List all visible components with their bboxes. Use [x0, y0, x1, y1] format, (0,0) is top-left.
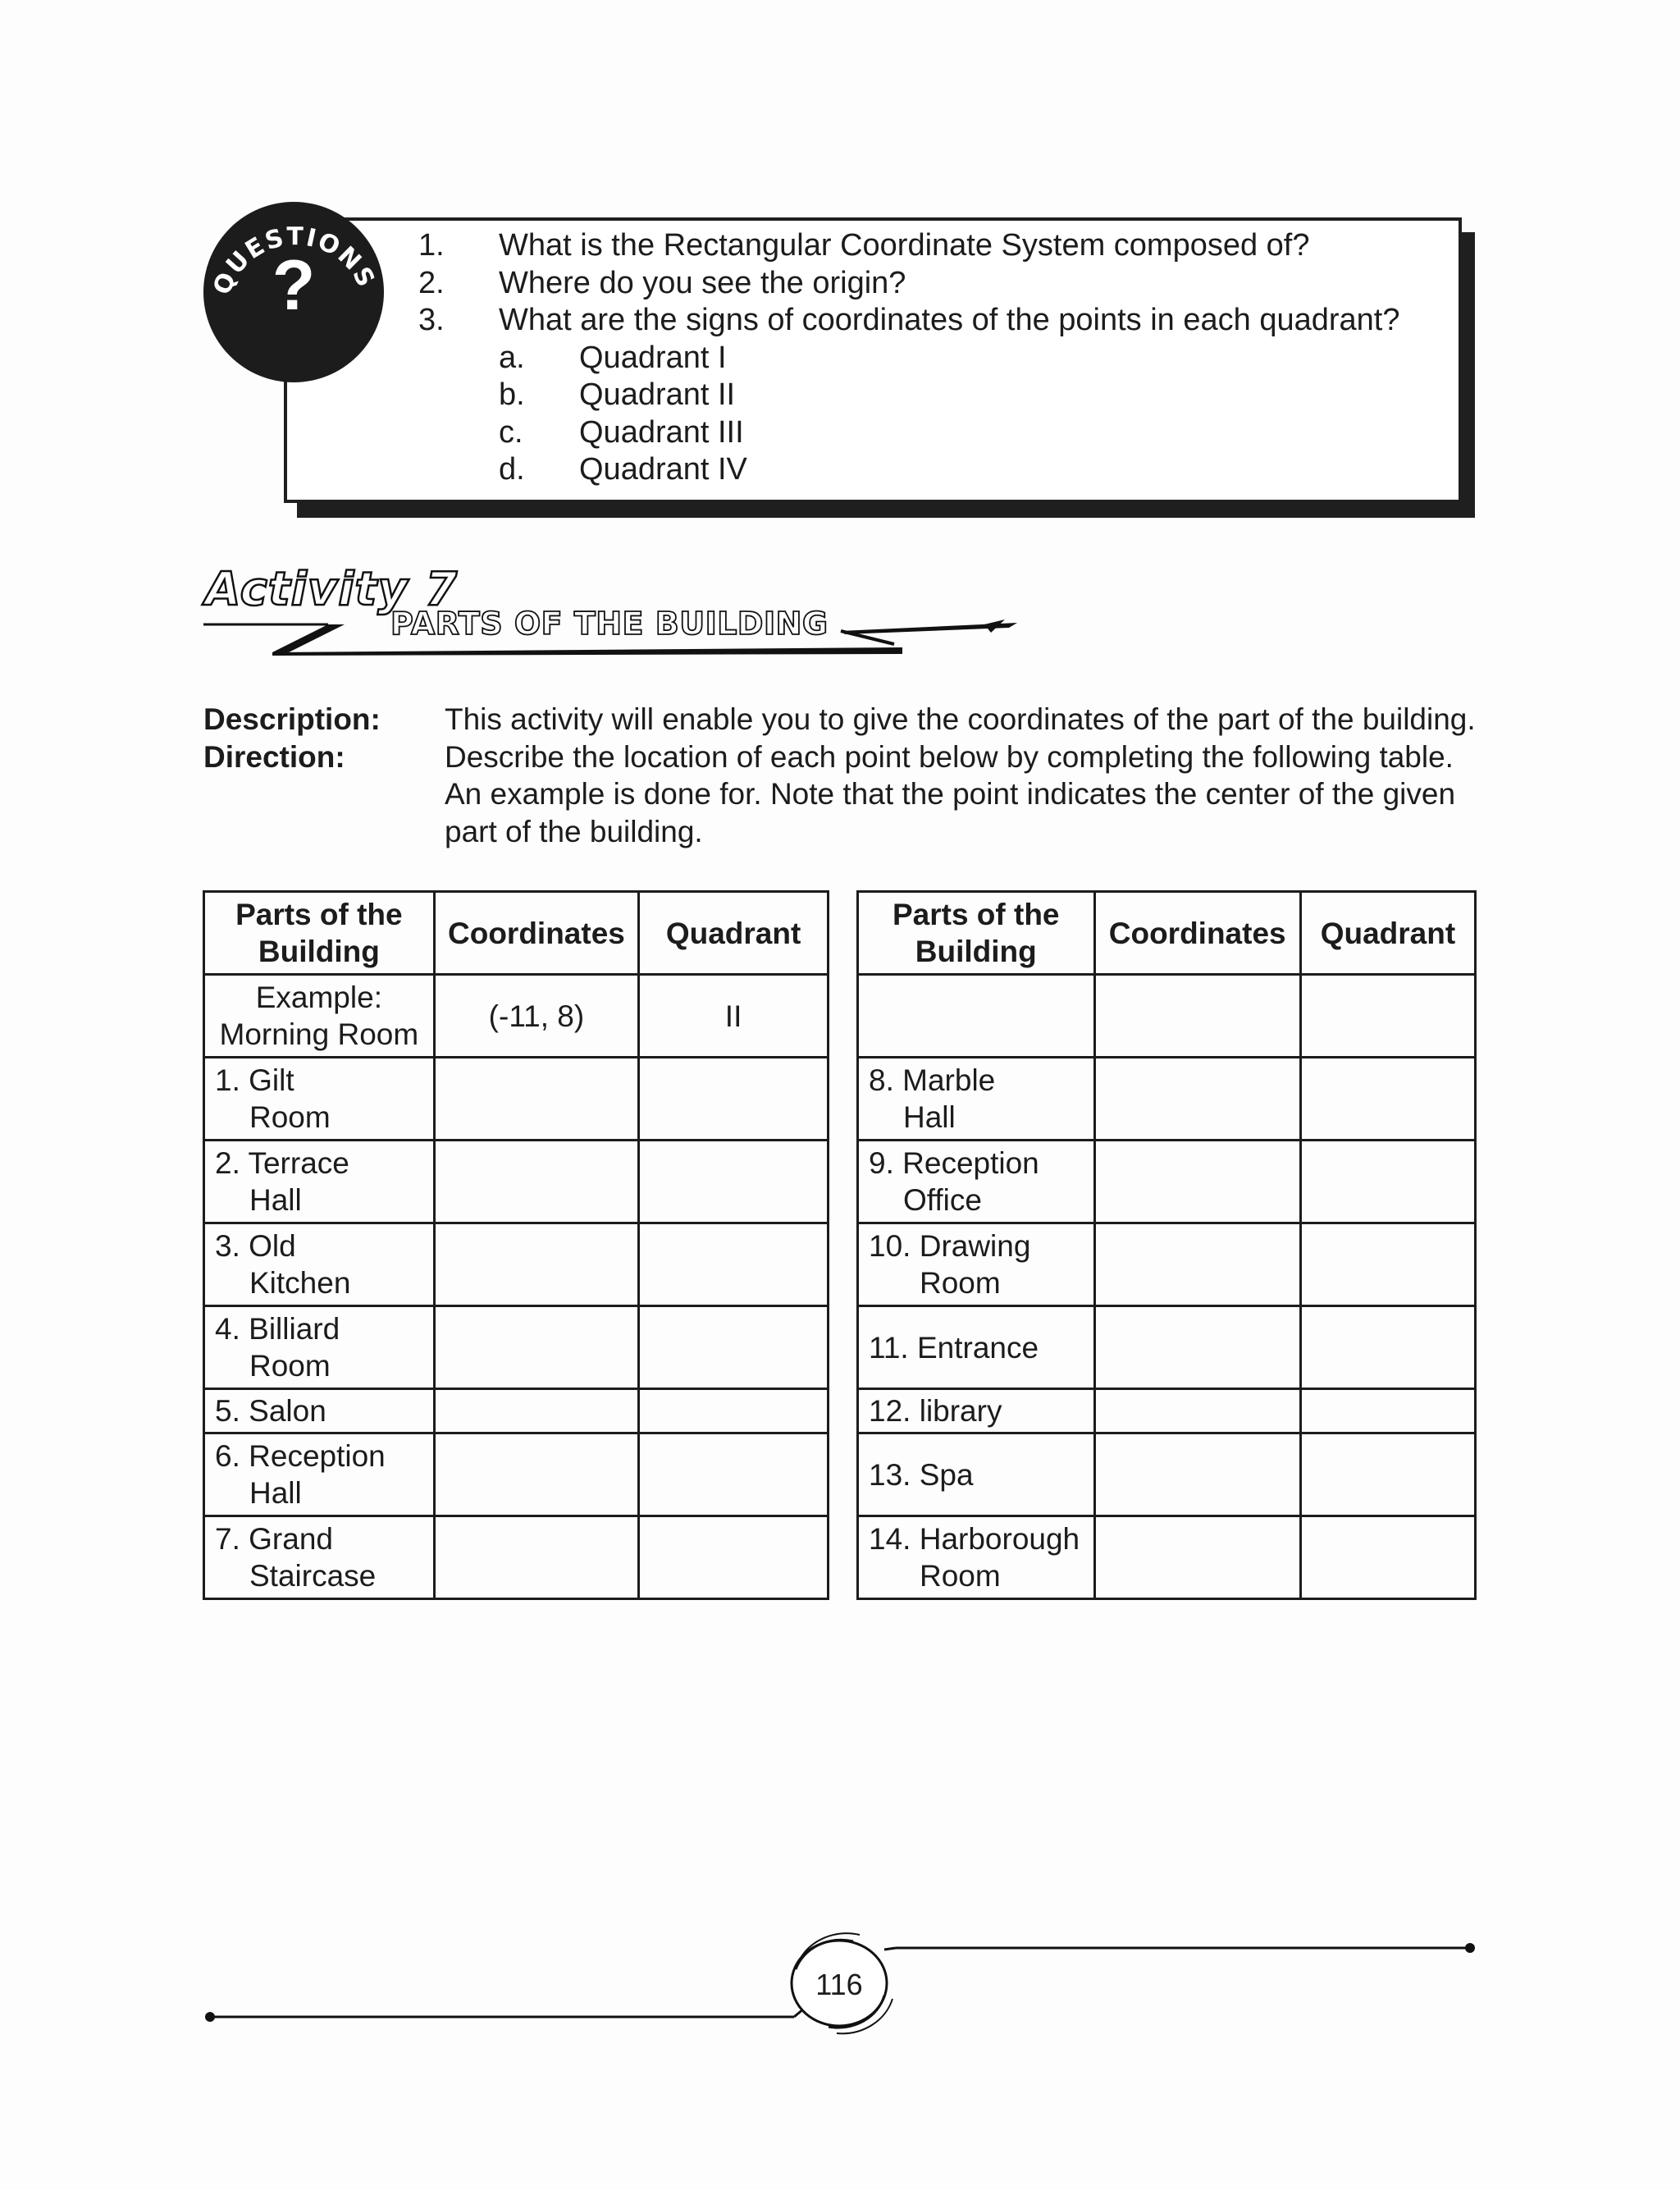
table-row	[858, 1306, 1476, 1389]
header-quadrant: Quadrant	[1300, 892, 1475, 975]
example-coordinates: (-11, 8)	[434, 975, 638, 1058]
part-name: 8. Marble Hall	[858, 1058, 1095, 1141]
table-row	[204, 1058, 829, 1141]
table-row	[858, 1516, 1476, 1599]
coordinates-cell[interactable]	[1094, 975, 1300, 1058]
subitem-text: Quadrant III	[579, 414, 744, 450]
quadrant-cell[interactable]	[1300, 975, 1475, 1058]
subitem-letter: d.	[499, 452, 525, 487]
quadrant-cell[interactable]	[1300, 1141, 1475, 1223]
table-row	[204, 1389, 829, 1433]
page-number: 116	[815, 1968, 863, 2001]
question-text: What are the signs of coordinates of the points in each quadrant?	[499, 303, 1400, 337]
direction-label: Direction:	[203, 739, 345, 774]
description-line: part of the building.	[445, 814, 703, 848]
table-row	[204, 1223, 829, 1306]
part-name: 10. Drawing Room	[858, 1223, 1095, 1306]
activity-title: Activity 7	[205, 563, 459, 616]
question-subitem	[418, 340, 1399, 377]
quadrant-cell[interactable]	[639, 1306, 829, 1389]
description-line: An example is done for. Note that the point indicates the center of the given	[445, 777, 1456, 811]
part-name: 4. Billiard Room	[204, 1306, 435, 1389]
question-mark-icon: ?	[272, 246, 316, 325]
part-name: 12. library	[858, 1389, 1095, 1433]
coordinates-cell[interactable]	[1094, 1306, 1300, 1389]
description-line: This activity will enable you to give the coordinates of the part of the building.	[445, 702, 1476, 736]
description-text	[445, 701, 1680, 850]
table-row	[858, 1223, 1476, 1306]
table-row	[858, 1389, 1476, 1433]
example-part: Example: Morning Room	[204, 975, 435, 1058]
coordinates-cell[interactable]	[1094, 1516, 1300, 1599]
question-subitem	[418, 451, 1399, 489]
coordinates-cell[interactable]	[1094, 1141, 1300, 1223]
description-line: Describe the location of each point below by completing the following table.	[445, 739, 1454, 774]
part-name: 13. Spa	[858, 1433, 1095, 1516]
part-name: 14. Harborough Room	[858, 1516, 1095, 1599]
table-row	[204, 1141, 829, 1223]
table-row	[204, 1433, 829, 1516]
example-quadrant: II	[639, 975, 829, 1058]
svg-text:QUESTIONS: QUESTIONS	[208, 222, 381, 299]
quadrant-cell[interactable]	[1300, 1389, 1475, 1433]
parts-table-left	[203, 890, 829, 1600]
coordinates-cell[interactable]	[434, 1223, 638, 1306]
question-item	[418, 227, 1399, 265]
subitem-letter: b.	[499, 377, 525, 412]
question-subitem	[418, 414, 1399, 452]
quadrant-cell[interactable]	[1300, 1223, 1475, 1306]
part-name: 1. Gilt Room	[204, 1058, 435, 1141]
header-parts: Parts of the Building	[858, 892, 1095, 975]
question-text: Where do you see the origin?	[499, 265, 906, 300]
quadrant-cell[interactable]	[639, 1223, 829, 1306]
table-row-example	[204, 975, 829, 1058]
coordinates-cell[interactable]	[434, 1516, 638, 1599]
quadrant-cell[interactable]	[1300, 1516, 1475, 1599]
table-header-row	[858, 892, 1476, 975]
header-parts: Parts of the Building	[204, 892, 435, 975]
quadrant-cell[interactable]	[639, 1516, 829, 1599]
part-name: 7. Grand Staircase	[204, 1516, 435, 1599]
subitem-text: Quadrant I	[579, 340, 727, 375]
quadrant-cell[interactable]	[639, 1058, 829, 1141]
part-name: 9. Reception Office	[858, 1141, 1095, 1223]
part-name: 11. Entrance	[858, 1306, 1095, 1389]
description-label: Description:	[203, 702, 381, 736]
question-number: 3.	[418, 303, 445, 337]
activity-subtitle: PARTS OF THE BUILDING	[390, 606, 829, 642]
quadrant-cell[interactable]	[1300, 1306, 1475, 1389]
part-name: 2. Terrace Hall	[204, 1141, 435, 1223]
coordinates-cell[interactable]	[434, 1058, 638, 1141]
part-name: 3. Old Kitchen	[204, 1223, 435, 1306]
table-header-row	[204, 892, 829, 975]
coordinates-cell[interactable]	[434, 1306, 638, 1389]
quadrant-cell[interactable]	[639, 1433, 829, 1516]
header-coordinates: Coordinates	[1094, 892, 1300, 975]
header-quadrant: Quadrant	[639, 892, 829, 975]
part-name	[858, 975, 1095, 1058]
part-name: 5. Salon	[204, 1389, 435, 1433]
quadrant-cell[interactable]	[639, 1389, 829, 1433]
question-number: 1.	[418, 228, 445, 263]
question-subitem	[418, 377, 1399, 414]
coordinates-cell[interactable]	[1094, 1058, 1300, 1141]
parts-table-right	[856, 890, 1477, 1600]
question-item	[418, 302, 1399, 340]
part-name: 6. Reception Hall	[204, 1433, 435, 1516]
subitem-letter: a.	[499, 340, 525, 375]
coordinates-cell[interactable]	[1094, 1389, 1300, 1433]
subitem-letter: c.	[499, 414, 523, 450]
table-row-blank	[858, 975, 1476, 1058]
quadrant-cell[interactable]	[1300, 1433, 1475, 1516]
table-row	[858, 1433, 1476, 1516]
quadrant-cell[interactable]	[639, 1141, 829, 1223]
table-row	[858, 1058, 1476, 1141]
coordinates-cell[interactable]	[434, 1433, 638, 1516]
question-text: What is the Rectangular Coordinate System composed of?	[499, 228, 1310, 263]
questions-list	[418, 227, 1399, 489]
subitem-text: Quadrant II	[579, 377, 736, 412]
coordinates-cell[interactable]	[434, 1141, 638, 1223]
coordinates-cell[interactable]	[434, 1389, 638, 1433]
table-row	[204, 1306, 829, 1389]
table-row	[204, 1516, 829, 1599]
question-number: 2.	[418, 265, 445, 300]
table-row	[858, 1141, 1476, 1223]
coordinates-cell[interactable]	[1094, 1433, 1300, 1516]
question-item	[418, 265, 1399, 303]
quadrant-cell[interactable]	[1300, 1058, 1475, 1141]
header-coordinates: Coordinates	[434, 892, 638, 975]
subitem-text: Quadrant IV	[579, 452, 747, 487]
coordinates-cell[interactable]	[1094, 1223, 1300, 1306]
